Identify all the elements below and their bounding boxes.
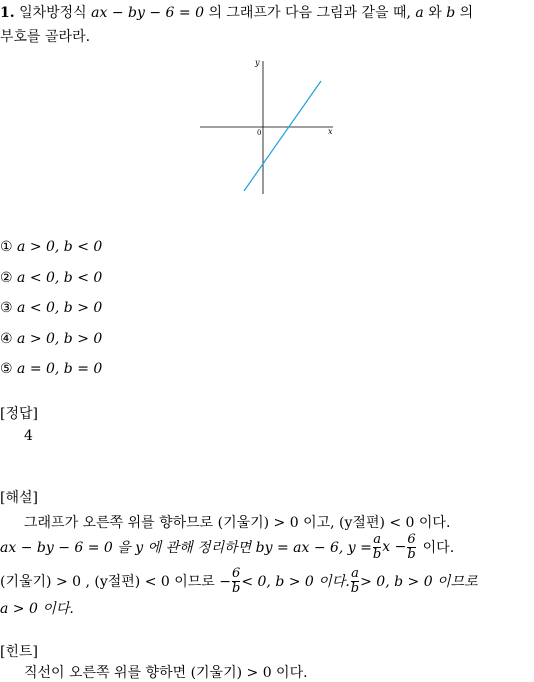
fraction-6-over-b-2 bbox=[232, 567, 240, 595]
solution-label: [해설] bbox=[0, 490, 38, 506]
solution-line2-mid: x − bbox=[382, 539, 407, 555]
choice-2[interactable] bbox=[0, 270, 102, 286]
choice-text: a < 0, b > 0 bbox=[17, 300, 103, 316]
y-axis-label: y bbox=[255, 58, 260, 67]
x-axis-label: x bbox=[328, 127, 333, 136]
origin-label: 0 bbox=[257, 129, 262, 137]
frac-den: b bbox=[372, 546, 382, 562]
solution-line3-a: (기울기) > 0 , (y절편) < 0 이므로 − bbox=[0, 574, 232, 590]
solution-line4: a > 0 이다. bbox=[0, 601, 74, 617]
choice-mark: ② bbox=[0, 270, 13, 286]
hint-text: 직선이 오른쪽 위를 향하면 (기울기) > 0 이다. bbox=[24, 665, 308, 681]
choice-4[interactable] bbox=[0, 331, 102, 347]
fraction-a-over-b bbox=[373, 533, 381, 561]
frac-num: 6 bbox=[407, 531, 416, 547]
problem-stem-line2: 부호를 골라라. bbox=[0, 29, 91, 45]
graph-line bbox=[244, 81, 321, 191]
choice-mark: ④ bbox=[0, 331, 13, 347]
choice-mark: ① bbox=[0, 239, 13, 255]
choice-3[interactable] bbox=[0, 300, 102, 316]
choice-text: a > 0, b > 0 bbox=[17, 331, 103, 347]
choice-text: a < 0, b < 0 bbox=[17, 270, 103, 286]
stem-text-b: 의 그래프가 다음 그림과 같을 때, bbox=[208, 5, 411, 21]
frac-num: 6 bbox=[232, 565, 241, 581]
frac-den: b bbox=[232, 580, 241, 596]
choice-text: a = 0, b = 0 bbox=[17, 361, 103, 377]
problem-number: 1. bbox=[0, 5, 15, 21]
choice-mark: ③ bbox=[0, 300, 13, 316]
stem-var-b: b bbox=[446, 5, 456, 21]
choice-mark: ⑤ bbox=[0, 361, 13, 377]
solution-line2 bbox=[0, 530, 454, 564]
fraction-a-over-b-2 bbox=[351, 567, 359, 595]
solution-line2-text: ax − by − 6 = 0 을 y 에 관해 정리하면 by = ax − 6, y = bbox=[0, 540, 372, 556]
choice-text: a > 0, b < 0 bbox=[17, 239, 103, 255]
frac-den: b bbox=[407, 546, 416, 562]
solution-line3-c: > 0, b > 0 이므로 bbox=[360, 574, 478, 590]
solution-line2-end: 이다. bbox=[422, 540, 455, 556]
solution-line3 bbox=[0, 562, 478, 600]
answer-label: [정답] bbox=[0, 406, 38, 422]
frac-num: a bbox=[351, 565, 359, 581]
stem-wa: 와 bbox=[428, 5, 442, 21]
stem-text-a: 일차방정식 bbox=[19, 5, 87, 21]
answer-value: 4 bbox=[24, 428, 33, 444]
line-graph bbox=[195, 55, 340, 200]
stem-ui: 의 bbox=[459, 5, 474, 21]
problem-stem-line1 bbox=[0, 2, 473, 22]
stem-var-a: a bbox=[415, 5, 424, 21]
solution-line1: 그래프가 오른쪽 위를 향하므로 (기울기) > 0 이고, (y절편) < 0 이다. bbox=[24, 515, 451, 531]
solution-line3-b: < 0, b > 0 이다. bbox=[241, 574, 350, 590]
stem-equation: ax − by − 6 = 0 bbox=[91, 5, 204, 21]
frac-den: b bbox=[350, 580, 360, 596]
fraction-6-over-b bbox=[407, 533, 415, 561]
choice-1[interactable] bbox=[0, 239, 102, 255]
hint-label: [힌트] bbox=[0, 644, 38, 660]
choice-5[interactable] bbox=[0, 361, 102, 377]
frac-num: a bbox=[373, 531, 381, 547]
